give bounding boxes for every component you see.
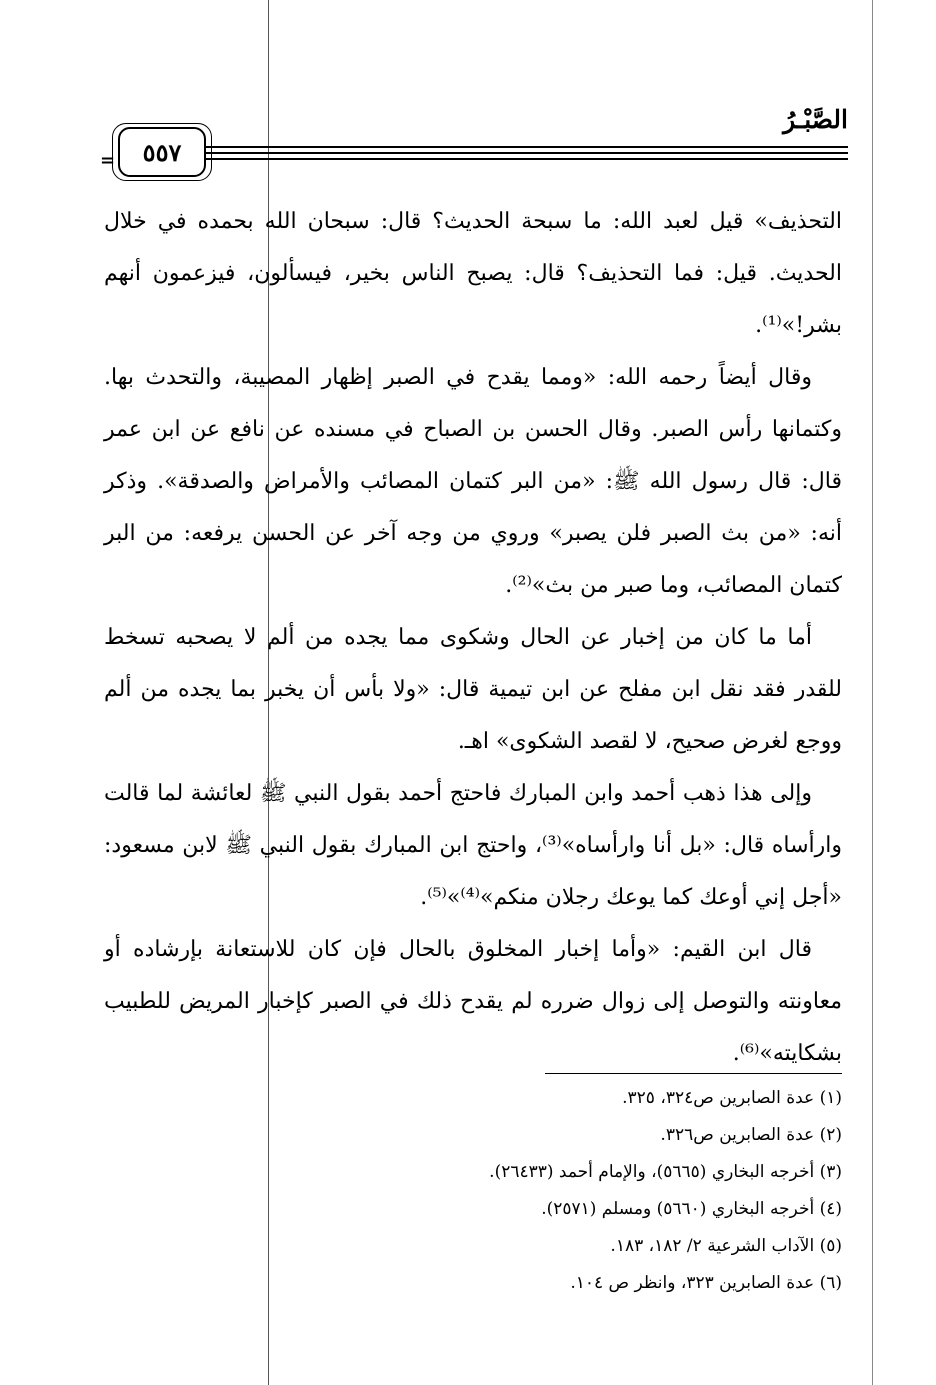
page-number xyxy=(118,127,206,177)
header-rule xyxy=(204,158,848,160)
header-left-mark: = xyxy=(100,150,116,171)
footnote: (٦) عدة الصابرين ٣٢٣، وانظر ص ١٠٤. xyxy=(570,1273,842,1293)
main-text xyxy=(104,196,842,1080)
footnote: (٢) عدة الصابرين ص٣٢٦. xyxy=(660,1125,842,1145)
header-rule xyxy=(204,146,848,148)
footnotes xyxy=(104,1080,842,1302)
footnote-divider xyxy=(545,1073,842,1074)
page-number-text: ٥٥٧ xyxy=(142,137,182,167)
running-title: الصَّبْـرُ xyxy=(783,105,848,134)
paragraph: قال ابن القيم: «وأما إخبار المخلوق بالحال فإن كان للاستعانة بإرشاده أو معاونته والتوصل إلى زوال ضرره لم يقدح ذلك في الصبر كإخبار المريض للطبيب بشكايته»⁽⁶⁾. xyxy=(104,937,842,1066)
footnote: (٤) أخرجه البخاري (٥٦٦٠) ومسلم (٢٥٧١). xyxy=(541,1199,842,1219)
footnote: (٥) الآداب الشرعية ٢/ ١٨٢، ١٨٣. xyxy=(610,1236,842,1256)
header-rule xyxy=(204,152,848,154)
footnote: (٣) أخرجه البخاري (٥٦٦٥)، والإمام أحمد (٢٦٤٣٣). xyxy=(489,1162,842,1182)
paragraph: أما ما كان من إخبار عن الحال وشكوى مما يجده من ألم لا يصحبه تسخط للقدر فقد نقل ابن مفلح عن ابن تيمية قال: «ولا بأس أن يخبر بما يجده من ألم ووجع لغرض صحيح، لا لقصد الشكوى» اهـ. xyxy=(104,625,842,754)
scan-edge-line xyxy=(872,0,873,1385)
paragraph: التحذيف» قيل لعبد الله: ما سبحة الحديث؟ قال: سبحان الله بحمده في خلال الحديث. قيل: فما التحذيف؟ قال: يصبح الناس بخير، فيسألون، فيزعمون أنهم بشر!»⁽¹⁾. xyxy=(104,209,842,338)
footnote: (١) عدة الصابرين ص٣٢٤، ٣٢٥. xyxy=(622,1088,842,1108)
paragraph: وقال أيضاً رحمه الله: «ومما يقدح في الصبر إظهار المصيبة، والتحدث بها. وكتمانها رأس الصبر. وقال الحسن بن الصباح في مسنده عن نافع عن ابن عمر قال: قال رسول الله ﷺ: «من البر كتمان المصائب والأمراض والصدقة». وذكر أنه: «من بث الصبر فلن يصبر» وروي من وجه آخر عن الحسن يرفعه: من البر كتمان المصائب، وما صبر من بث»⁽²⁾. xyxy=(104,365,842,598)
page-header xyxy=(96,100,848,180)
paragraph: وإلى هذا ذهب أحمد وابن المبارك فاحتج أحمد بقول النبي ﷺ لعائشة لما قالت وارأساه قال: «بل أنا وارأساه»⁽³⁾، واحتج ابن المبارك بقول النبي ﷺ لابن مسعود: «أجل إني أوعك كما يوعك رجلان منكم»⁽⁴⁾»⁽⁵⁾. xyxy=(104,781,842,910)
